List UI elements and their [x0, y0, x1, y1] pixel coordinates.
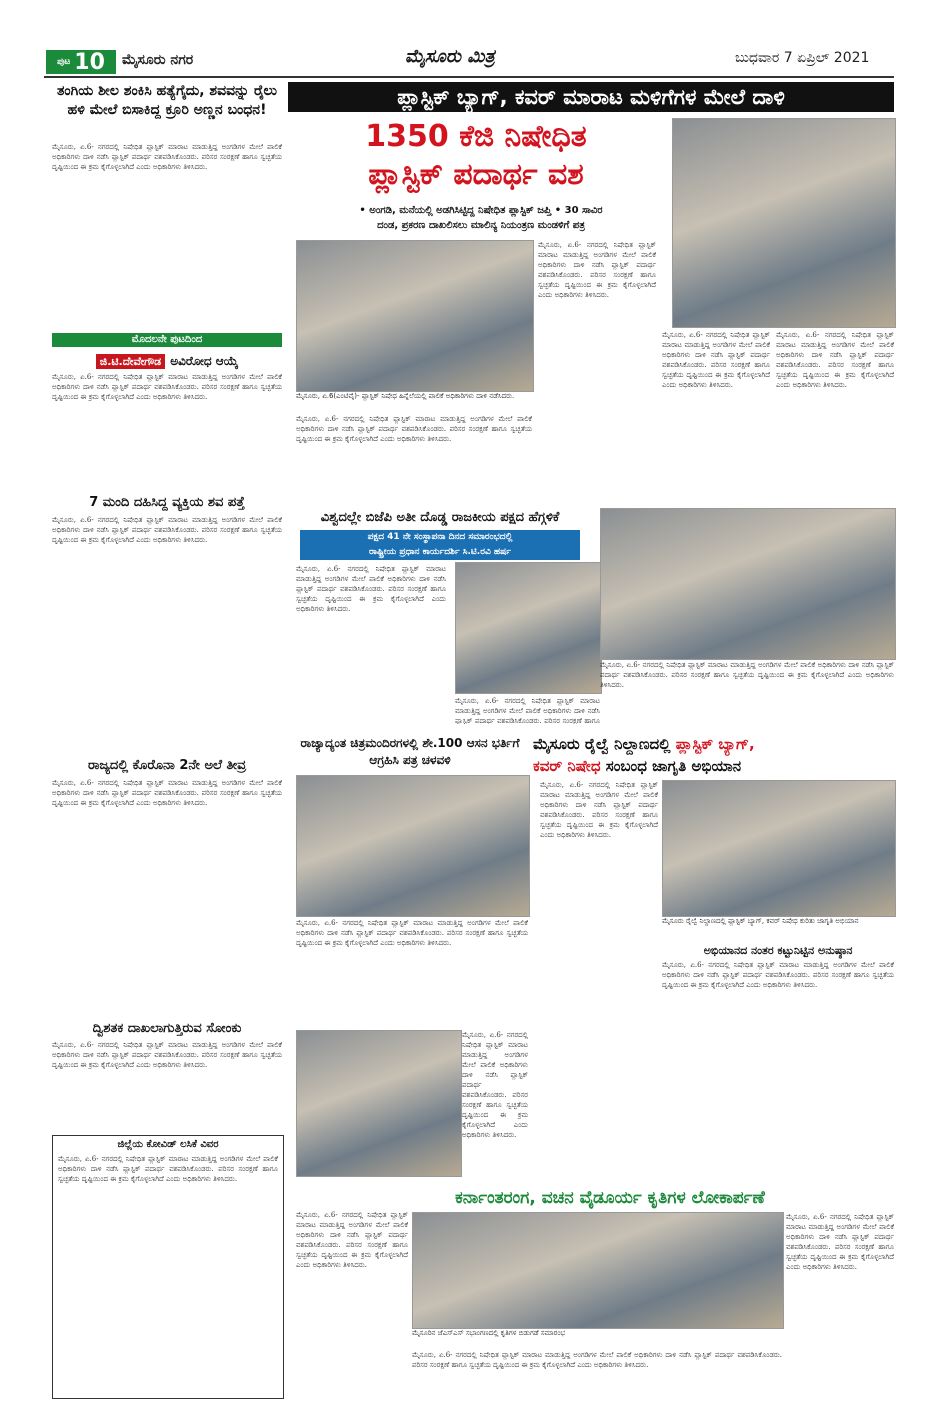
page-number-badge [46, 50, 116, 74]
story-headline-covid: ರಾಜ್ಯದಲ್ಲಿ ಕೊರೊನಾ 2ನೇ ಅಲೆ ತೀವ್ರ [87, 758, 247, 773]
book-body-col3: ಮೈಸೂರು, ಏ.6- ನಗರದಲ್ಲಿ ನಿಷೇಧಿತ ಪ್ಲಾಸ್ಟಿಕ್ ಮಾರಾಟ ಮಾಡುತ್ತಿದ್ದ ಅಂಗಡಿಗಳ ಮೇಲೆ ಪಾಲಿಕೆ ಅಧಿಕಾರಿಗಳು ದಾಳಿ ನಡೆಸಿ ಪ್ಲಾಸ್ಟಿಕ್ ಪದಾರ್ಥ ವಶಪಡಿಸಿಕೊಂಡರು. ಪರಿಸರ ಸಂರಕ್ಷಣೆ ಹಾಗೂ ಸ್ವಚ್ಛತೆಯ ದೃಷ್ಟಿಯಿಂದ ಈ ಕ್ರಮ ಕೈಗೊಳ್ಳಲಾಗಿದೆ ಎಂದು ಅಧಿಕಾರಿಗಳು ತಿಳಿಸಿದರು. [786, 1213, 894, 1271]
bjp-headline: ವಿಶ್ವದಲ್ಲೇ ಬಿಜೆಪಿ ಅತೀ ದೊಡ್ಡ ರಾಜಕೀಯ ಪಕ್ಷದ ಹೆಗ್ಗಳಿಕೆ [320, 510, 560, 525]
lead-photo-shop [296, 240, 534, 392]
story-headline-murder: ತಂಗಿಯ ಶೀಲ ಶಂಕಿಸಿ ಹತ್ಯೆಗೈದು, ಶವವನ್ನು ರೈಲು ಹಳಿ ಮೇಲೆ ಬಿಸಾಕಿದ್ದ ಕ್ರೂರಿ ಅಣ್ಣನ ಬಂಧನ! [56, 83, 278, 118]
issue-date: ಬುಧವಾರ 7 ಏಪ್ರಿಲ್ 2021 [735, 50, 870, 66]
story-headline-gtd [52, 350, 282, 369]
headline-highlight: ಪ್ಲಾಸ್ಟಿಕ್ ಬ್ಯಾಗ್, [675, 735, 755, 753]
lead-headline [296, 118, 656, 194]
book-photo-caption: ಮೈಸೂರಿನ ಜೆಎಸ್‌ಎಸ್ ಸಭಾಂಗಣದಲ್ಲಿ ಕೃತಿಗಳ ಬಿಡುಗಡೆ ಸಮಾರಂಭ [412, 1329, 782, 1345]
bjp-portrait [455, 562, 602, 694]
rail-body-col2: ಮೈಸೂರು, ಏ.6- ನಗರದಲ್ಲಿ ನಿಷೇಧಿತ ಪ್ಲಾಸ್ಟಿಕ್ ಮಾರಾಟ ಮಾಡುತ್ತಿದ್ದ ಅಂಗಡಿಗಳ ಮೇಲೆ ಪಾಲಿಕೆ ಅಧಿಕಾರಿಗಳು ದಾಳಿ ನಡೆಸಿ ಪ್ಲಾಸ್ಟಿಕ್ ಪದಾರ್ಥ ವಶಪಡಿಸಿಕೊಂಡರು. ಪರಿಸರ ಸಂರಕ್ಷಣೆ ಹಾಗೂ ಸ್ವಚ್ಛತೆಯ ದೃಷ್ಟಿಯಿಂದ ಈ ಕ್ರಮ ಕೈಗೊಳ್ಳಲಾಗಿದೆ ಎಂದು ಅಧಿಕಾರಿಗಳು ತಿಳಿಸಿದರು. [662, 961, 894, 989]
cinema-handover-photo [296, 1030, 462, 1177]
lead-deck [296, 203, 666, 233]
story-body: ಮೈಸೂರು, ಏ.6- ನಗರದಲ್ಲಿ ನಿಷೇಧಿತ ಪ್ಲಾಸ್ಟಿಕ್ ಮಾರಾಟ ಮಾಡುತ್ತಿದ್ದ ಅಂಗಡಿಗಳ ಮೇಲೆ ಪಾಲಿಕೆ ಅಧಿಕಾರಿಗಳು ದಾಳಿ ನಡೆಸಿ ಪ್ಲಾಸ್ಟಿಕ್ ಪದಾರ್ಥ ವಶಪಡಿಸಿಕೊಂಡರು. ಪರಿಸರ ಸಂರಕ್ಷಣೆ ಹಾಗೂ ಸ್ವಚ್ಛತೆಯ ದೃಷ್ಟಿಯಿಂದ ಈ ಕ್ರಮ ಕೈಗೊಳ್ಳಲಾಗಿದೆ ಎಂದು ಅಧಿಕಾರಿಗಳು ತಿಳಿಸಿದರು. [52, 373, 282, 401]
box-body: ಮೈಸೂರು, ಏ.6- ನಗರದಲ್ಲಿ ನಿಷೇಧಿತ ಪ್ಲಾಸ್ಟಿಕ್ ಮಾರಾಟ ಮಾಡುತ್ತಿದ್ದ ಅಂಗಡಿಗಳ ಮೇಲೆ ಪಾಲಿಕೆ ಅಧಿಕಾರಿಗಳು ದಾಳಿ ನಡೆಸಿ ಪ್ಲಾಸ್ಟಿಕ್ ಪದಾರ್ಥ ವಶಪಡಿಸಿಕೊಂಡರು. ಪರಿಸರ ಸಂರಕ್ಷಣೆ ಹಾಗೂ ಸ್ವಚ್ಛತೆಯ ದೃಷ್ಟಿಯಿಂದ ಈ ಕ್ರಮ ಕೈಗೊಳ್ಳಲಾಗಿದೆ ಎಂದು ಅಧಿಕಾರಿಗಳು ತಿಳಿಸಿದರು. [58, 1155, 278, 1183]
rail-body-col1: ಮೈಸೂರು, ಏ.6- ನಗರದಲ್ಲಿ ನಿಷೇಧಿತ ಪ್ಲಾಸ್ಟಿಕ್ ಮಾರಾಟ ಮಾಡುತ್ತಿದ್ದ ಅಂಗಡಿಗಳ ಮೇಲೆ ಪಾಲಿಕೆ ಅಧಿಕಾರಿಗಳು ದಾಳಿ ನಡೆಸಿ ಪ್ಲಾಸ್ಟಿಕ್ ಪದಾರ್ಥ ವಶಪಡಿಸಿಕೊಂಡರು. ಪರಿಸರ ಸಂರಕ್ಷಣೆ ಹಾಗೂ ಸ್ವಚ್ಛತೆಯ ದೃಷ್ಟಿಯಿಂದ ಈ ಕ್ರಮ ಕೈಗೊಳ್ಳಲಾಗಿದೆ ಎಂದು ಅಧಿಕಾರಿಗಳು ತಿಳಿಸಿದರು. [540, 781, 658, 839]
rail-subhead: ಅಭಿಯಾನದ ನಂತರ ಕಟ್ಟುನಿಟ್ಟಿನ ಅನುಷ್ಠಾನ [703, 944, 853, 957]
continued-kicker: ಮೊದಲನೇ ಪುಟದಿಂದ [52, 333, 282, 347]
masthead-divider [44, 76, 894, 78]
lead-headline-line2: ಪ್ಲಾಸ್ಟಿಕ್ ಪದಾರ್ಥ ವಶ [368, 157, 584, 192]
book-body-col1: ಮೈಸೂರು, ಏ.6- ನಗರದಲ್ಲಿ ನಿಷೇಧಿತ ಪ್ಲಾಸ್ಟಿಕ್ ಮಾರಾಟ ಮಾಡುತ್ತಿದ್ದ ಅಂಗಡಿಗಳ ಮೇಲೆ ಪಾಲಿಕೆ ಅಧಿಕಾರಿಗಳು ದಾಳಿ ನಡೆಸಿ ಪ್ಲಾಸ್ಟಿಕ್ ಪದಾರ್ಥ ವಶಪಡಿಸಿಕೊಂಡರು. ಪರಿಸರ ಸಂರಕ್ಷಣೆ ಹಾಗೂ ಸ್ವಚ್ಛತೆಯ ದೃಷ್ಟಿಯಿಂದ ಈ ಕ್ರಮ ಕೈಗೊಳ್ಳಲಾಗಿದೆ ಎಂದು ಅಧಿಕಾರಿಗಳು ತಿಳಿಸಿದರು. [296, 1211, 408, 1269]
vaccine-info-box [52, 1135, 284, 1399]
lead-body-col4: ಮೈಸೂರು, ಏ.6- ನಗರದಲ್ಲಿ ನಿಷೇಧಿತ ಪ್ಲಾಸ್ಟಿಕ್ ಮಾರಾಟ ಮಾಡುತ್ತಿದ್ದ ಅಂಗಡಿಗಳ ಮೇಲೆ ಪಾಲಿಕೆ ಅಧಿಕಾರಿಗಳು ದಾಳಿ ನಡೆಸಿ ಪ್ಲಾಸ್ಟಿಕ್ ಪದಾರ್ಥ ವಶಪಡಿಸಿಕೊಂಡರು. ಪರಿಸರ ಸಂರಕ್ಷಣೆ ಹಾಗೂ ಸ್ವಚ್ಛತೆಯ ದೃಷ್ಟಿಯಿಂದ ಈ ಕ್ರಮ ಕೈಗೊಳ್ಳಲಾಗಿದೆ ಎಂದು ಅಧಿಕಾರಿಗಳು ತಿಳಿಸಿದರು. [776, 331, 894, 389]
story-headline-body-found: 7 ಮಂದಿ ದಹಿಸಿದ್ದ ವ್ಯಕ್ತಿಯ ಶವ ಪತ್ತೆ [89, 495, 245, 510]
lead-photo-plastic-bags [672, 118, 896, 328]
lead-body-col1: ಮೈಸೂರು, ಏ.6- ನಗರದಲ್ಲಿ ನಿಷೇಧಿತ ಪ್ಲಾಸ್ಟಿಕ್ ಮಾರಾಟ ಮಾಡುತ್ತಿದ್ದ ಅಂಗಡಿಗಳ ಮೇಲೆ ಪಾಲಿಕೆ ಅಧಿಕಾರಿಗಳು ದಾಳಿ ನಡೆಸಿ ಪ್ಲಾಸ್ಟಿಕ್ ಪದಾರ್ಥ ವಶಪಡಿಸಿಕೊಂಡರು. ಪರಿಸರ ಸಂರಕ್ಷಣೆ ಹಾಗೂ ಸ್ವಚ್ಛತೆಯ ದೃಷ್ಟಿಯಿಂದ ಈ ಕ್ರಮ ಕೈಗೊಳ್ಳಲಾಗಿದೆ ಎಂದು ಅಧಿಕಾರಿಗಳು ತಿಳಿಸಿದರು. [296, 415, 532, 443]
rail-campaign-photo [662, 780, 896, 917]
bjp-body: ಮೈಸೂರು, ಏ.6- ನಗರದಲ್ಲಿ ನಿಷೇಧಿತ ಪ್ಲಾಸ್ಟಿಕ್ ಮಾರಾಟ ಮಾಡುತ್ತಿದ್ದ ಅಂಗಡಿಗಳ ಮೇಲೆ ಪಾಲಿಕೆ ಅಧಿಕಾರಿಗಳು ದಾಳಿ ನಡೆಸಿ ಪ್ಲಾಸ್ಟಿಕ್ ಪದಾರ್ಥ ವಶಪಡಿಸಿಕೊಂಡರು. ಪರಿಸರ ಸಂರಕ್ಷಣೆ ಹಾಗೂ ಸ್ವಚ್ಛತೆಯ ದೃಷ್ಟಿಯಿಂದ ಈ ಕ್ರಮ ಕೈಗೊಳ್ಳಲಾಗಿದೆ ಎಂದು ಅಧಿಕಾರಿಗಳು ತಿಳಿಸಿದರು. [296, 565, 446, 613]
book-release-photo [412, 1212, 784, 1329]
rail-headline [533, 733, 893, 777]
name-badge: ಜಿ.ಟಿ.ದೇವೇಗೌಡ [96, 354, 165, 369]
cinema-body: ಮೈಸೂರು, ಏ.6- ನಗರದಲ್ಲಿ ನಿಷೇಧಿತ ಪ್ಲಾಸ್ಟಿಕ್ ಮಾರಾಟ ಮಾಡುತ್ತಿದ್ದ ಅಂಗಡಿಗಳ ಮೇಲೆ ಪಾಲಿಕೆ ಅಧಿಕಾರಿಗಳು ದಾಳಿ ನಡೆಸಿ ಪ್ಲಾಸ್ಟಿಕ್ ಪದಾರ್ಥ ವಶಪಡಿಸಿಕೊಂಡರು. ಪರಿಸರ ಸಂರಕ್ಷಣೆ ಹಾಗೂ ಸ್ವಚ್ಛತೆಯ ದೃಷ್ಟಿಯಿಂದ ಈ ಕ್ರಮ ಕೈಗೊಳ್ಳಲಾಗಿದೆ ಎಂದು ಅಧಿಕಾರಿಗಳು ತಿಳಿಸಿದರು. [296, 919, 528, 947]
book-release-headline: ಕರ್ನಾಂತರಂಗ, ವಚನ ವೈಡೂರ್ಯ ಕೃತಿಗಳ ಲೋಕಾರ್ಪಣೆ [455, 1188, 765, 1208]
cinema-photo-caption: ಮೈಸೂರು, ಏ.6- ನಗರದಲ್ಲಿ ನಿಷೇಧಿತ ಪ್ಲಾಸ್ಟಿಕ್ ಮಾರಾಟ ಮಾಡುತ್ತಿದ್ದ ಅಂಗಡಿಗಳ ಮೇಲೆ ಪಾಲಿಕೆ ಅಧಿಕಾರಿಗಳು ದಾಳಿ ನಡೆಸಿ ಪ್ಲಾಸ್ಟಿಕ್ ಪದಾರ್ಥ ವಶಪಡಿಸಿಕೊಂಡರು. ಪರಿಸರ ಸಂರಕ್ಷಣೆ ಹಾಗೂ ಸ್ವಚ್ಛತೆಯ ದೃಷ್ಟಿಯಿಂದ ಈ ಕ್ರಮ ಕೈಗೊಳ್ಳಲಾಗಿದೆ ಎಂದು ಅಧಿಕಾರಿಗಳು ತಿಳಿಸಿದರು. [462, 1031, 528, 1139]
headline-text: ಅವಿರೋಧ ಆಯ್ಕೆ [170, 354, 239, 368]
rail-photo-caption: ಮೈಸೂರು ರೈಲ್ವೆ ನಿಲ್ದಾಣದಲ್ಲಿ ಪ್ಲಾಸ್ಟಿಕ್ ಬ್ಯಾಗ್, ಕವರ್ ನಿಷೇಧ ಕುರಿತು ಜಾಗೃತಿ ಅಭಿಯಾನ [662, 917, 894, 935]
headline-part: ಮೈಸೂರು ರೈಲ್ವೆ ನಿಲ್ದಾಣದಲ್ಲಿ [533, 735, 676, 753]
story-headline-infection: ದ್ವಿಶತಕ ದಾಖಲಾಗುತ್ತಿರುವ ಸೋಂಕು [92, 1021, 242, 1036]
bjp-photo-caption: ಮೈಸೂರು, ಏ.6- ನಗರದಲ್ಲಿ ನಿಷೇಧಿತ ಪ್ಲಾಸ್ಟಿಕ್ ಮಾರಾಟ ಮಾಡುತ್ತಿದ್ದ ಅಂಗಡಿಗಳ ಮೇಲೆ ಪಾಲಿಕೆ ಅಧಿಕಾರಿಗಳು ದಾಳಿ ನಡೆಸಿ ಪ್ಲಾಸ್ಟಿಕ್ ಪದಾರ್ಥ ವಶಪಡಿಸಿಕೊಂಡರು. ಪರಿಸರ ಸಂರಕ್ಷಣೆ ಹಾಗೂ ಸ್ವಚ್ಛತೆಯ ದೃಷ್ಟಿಯಿಂದ ಈ ಕ್ರಮ ಕೈಗೊಳ್ಳಲಾಗಿದೆ ಎಂದು ಅಧಿಕಾರಿಗಳು ತಿಳಿಸಿದರು. [600, 661, 894, 689]
kicker-line: ರಾಷ್ಟ್ರೀಯ ಪ್ರಧಾನ ಕಾರ್ಯದರ್ಶಿ ಸಿ.ಟಿ.ರವಿ ಹರ್ಷ [369, 547, 511, 557]
bjp-body-2: ಮೈಸೂರು, ಏ.6- ನಗರದಲ್ಲಿ ನಿಷೇಧಿತ ಪ್ಲಾಸ್ಟಿಕ್ ಮಾರಾಟ ಮಾಡುತ್ತಿದ್ದ ಅಂಗಡಿಗಳ ಮೇಲೆ ಪಾಲಿಕೆ ಅಧಿಕಾರಿಗಳು ದಾಳಿ ನಡೆಸಿ ಪ್ಲಾಸ್ಟಿಕ್ ಪದಾರ್ಥ ವಶಪಡಿಸಿಕೊಂಡರು. ಪರಿಸರ ಸಂರಕ್ಷಣೆ ಹಾಗೂ [455, 697, 600, 724]
page-number: 10 [74, 49, 105, 75]
page-label: ಪುಟ [57, 57, 71, 67]
bjp-kicker [300, 530, 580, 560]
story-body: ಮೈಸೂರು, ಏ.6- ನಗರದಲ್ಲಿ ನಿಷೇಧಿತ ಪ್ಲಾಸ್ಟಿಕ್ ಮಾರಾಟ ಮಾಡುತ್ತಿದ್ದ ಅಂಗಡಿಗಳ ಮೇಲೆ ಪಾಲಿಕೆ ಅಧಿಕಾರಿಗಳು ದಾಳಿ ನಡೆಸಿ ಪ್ಲಾಸ್ಟಿಕ್ ಪದಾರ್ಥ ವಶಪಡಿಸಿಕೊಂಡರು. ಪರಿಸರ ಸಂರಕ್ಷಣೆ ಹಾಗೂ ಸ್ವಚ್ಛತೆಯ ದೃಷ್ಟಿಯಿಂದ ಈ ಕ್ರಮ ಕೈಗೊಳ್ಳಲಾಗಿದೆ ಎಂದು ಅಧಿಕಾರಿಗಳು ತಿಳಿಸಿದರು. [52, 143, 282, 171]
lead-headline-line1: 1350 ಕೆಜಿ ನಿಷೇಧಿತ [365, 119, 587, 154]
lead-band-headline: ಪ್ಲಾಸ್ಟಿಕ್ ಬ್ಯಾಗ್, ಕವರ್ ಮಾರಾಟ ಮಳಿಗೆಗಳ ಮೇಲೆ ದಾಳಿ [288, 82, 894, 112]
deck-line: • ಅಂಗಡಿ, ಮನೆಯಲ್ಲಿ ಅಡಗಿಸಿಟ್ಟಿದ್ದ ನಿಷೇಧಿತ ಪ್ಲಾಸ್ಟಿಕ್ ಜಪ್ತಿ • 30 ಸಾವಿರ [359, 205, 603, 216]
story-body: ಮೈಸೂರು, ಏ.6- ನಗರದಲ್ಲಿ ನಿಷೇಧಿತ ಪ್ಲಾಸ್ಟಿಕ್ ಮಾರಾಟ ಮಾಡುತ್ತಿದ್ದ ಅಂಗಡಿಗಳ ಮೇಲೆ ಪಾಲಿಕೆ ಅಧಿಕಾರಿಗಳು ದಾಳಿ ನಡೆಸಿ ಪ್ಲಾಸ್ಟಿಕ್ ಪದಾರ್ಥ ವಶಪಡಿಸಿಕೊಂಡರು. ಪರಿಸರ ಸಂರಕ್ಷಣೆ ಹಾಗೂ ಸ್ವಚ್ಛತೆಯ ದೃಷ್ಟಿಯಿಂದ ಈ ಕ್ರಮ ಕೈಗೊಳ್ಳಲಾಗಿದೆ ಎಂದು ಅಧಿಕಾರಿಗಳು ತಿಳಿಸಿದರು. [52, 1041, 282, 1069]
cinema-headline: ರಾಜ್ಯಾದ್ಯಂತ ಚಿತ್ರಮಂದಿರಗಳಲ್ಲಿ ಶೇ.100 ಆಸನ ಭರ್ತಿಗೆ ಆಗ್ರಹಿಸಿ ಪತ್ರ ಚಳವಳಿ [300, 736, 520, 767]
bjp-celebration-photo [600, 508, 896, 660]
lead-photo-caption: ಮೈಸೂರು, ಏ.6(ಎಂಟಿವೈ)- ಪ್ಲಾಸ್ಟಿಕ್ ನಿಷೇಧ ಹಿನ್ನೆಲೆಯಲ್ಲಿ ಪಾಲಿಕೆ ಅಧಿಕಾರಿಗಳು ದಾಳಿ ನಡೆಸಿದರು. [296, 392, 532, 412]
lead-body-col2: ಮೈಸೂರು, ಏ.6- ನಗರದಲ್ಲಿ ನಿಷೇಧಿತ ಪ್ಲಾಸ್ಟಿಕ್ ಮಾರಾಟ ಮಾಡುತ್ತಿದ್ದ ಅಂಗಡಿಗಳ ಮೇಲೆ ಪಾಲಿಕೆ ಅಧಿಕಾರಿಗಳು ದಾಳಿ ನಡೆಸಿ ಪ್ಲಾಸ್ಟಿಕ್ ಪದಾರ್ಥ ವಶಪಡಿಸಿಕೊಂಡರು. ಪರಿಸರ ಸಂರಕ್ಷಣೆ ಹಾಗೂ ಸ್ವಚ್ಛತೆಯ ದೃಷ್ಟಿಯಿಂದ ಈ ಕ್ರಮ ಕೈಗೊಳ್ಳಲಾಗಿದೆ ಎಂದು ಅಧಿಕಾರಿಗಳು ತಿಳಿಸಿದರು. [538, 241, 656, 299]
newspaper-name: ಮೈಸೂರು ಮಿತ್ರ [405, 46, 495, 67]
deck-line: ದಂಡ, ಪ್ರಕರಣ ದಾಖಲಿಸಲು ಮಾಲಿನ್ಯ ನಿಯಂತ್ರಣ ಮಂಡಳಿಗೆ ಪತ್ರ [377, 220, 585, 231]
kicker-line: ಪಕ್ಷದ 41 ನೇ ಸಂಸ್ಥಾಪನಾ ದಿನದ ಸಮಾರಂಭದಲ್ಲಿ [367, 532, 513, 542]
story-body: ಮೈಸೂರು, ಏ.6- ನಗರದಲ್ಲಿ ನಿಷೇಧಿತ ಪ್ಲಾಸ್ಟಿಕ್ ಮಾರಾಟ ಮಾಡುತ್ತಿದ್ದ ಅಂಗಡಿಗಳ ಮೇಲೆ ಪಾಲಿಕೆ ಅಧಿಕಾರಿಗಳು ದಾಳಿ ನಡೆಸಿ ಪ್ಲಾಸ್ಟಿಕ್ ಪದಾರ್ಥ ವಶಪಡಿಸಿಕೊಂಡರು. ಪರಿಸರ ಸಂರಕ್ಷಣೆ ಹಾಗೂ ಸ್ವಚ್ಛತೆಯ ದೃಷ್ಟಿಯಿಂದ ಈ ಕ್ರಮ ಕೈಗೊಳ್ಳಲಾಗಿದೆ ಎಂದು ಅಧಿಕಾರಿಗಳು ತಿಳಿಸಿದರು. [52, 516, 282, 544]
book-body-col2: ಮೈಸೂರು, ಏ.6- ನಗರದಲ್ಲಿ ನಿಷೇಧಿತ ಪ್ಲಾಸ್ಟಿಕ್ ಮಾರಾಟ ಮಾಡುತ್ತಿದ್ದ ಅಂಗಡಿಗಳ ಮೇಲೆ ಪಾಲಿಕೆ ಅಧಿಕಾರಿಗಳು ದಾಳಿ ನಡೆಸಿ ಪ್ಲಾಸ್ಟಿಕ್ ಪದಾರ್ಥ ವಶಪಡಿಸಿಕೊಂಡರು. ಪರಿಸರ ಸಂರಕ್ಷಣೆ ಹಾಗೂ ಸ್ವಚ್ಛತೆಯ ದೃಷ್ಟಿಯಿಂದ ಈ ಕ್ರಮ ಕೈಗೊಳ್ಳಲಾಗಿದೆ ಎಂದು ಅಧಿಕಾರಿಗಳು ತಿಳಿಸಿದರು. [412, 1351, 782, 1369]
cinema-photo [296, 775, 530, 917]
headline-highlight: ಕವರ್ ನಿಷೇಧ [533, 757, 601, 775]
lead-body-col3: ಮೈಸೂರು, ಏ.6- ನಗರದಲ್ಲಿ ನಿಷೇಧಿತ ಪ್ಲಾಸ್ಟಿಕ್ ಮಾರಾಟ ಮಾಡುತ್ತಿದ್ದ ಅಂಗಡಿಗಳ ಮೇಲೆ ಪಾಲಿಕೆ ಅಧಿಕಾರಿಗಳು ದಾಳಿ ನಡೆಸಿ ಪ್ಲಾಸ್ಟಿಕ್ ಪದಾರ್ಥ ವಶಪಡಿಸಿಕೊಂಡರು. ಪರಿಸರ ಸಂರಕ್ಷಣೆ ಹಾಗೂ ಸ್ವಚ್ಛತೆಯ ದೃಷ್ಟಿಯಿಂದ ಈ ಕ್ರಮ ಕೈಗೊಳ್ಳಲಾಗಿದೆ ಎಂದು ಅಧಿಕಾರಿಗಳು ತಿಳಿಸಿದರು. [662, 331, 770, 389]
headline-part: ಸಂಬಂಧ ಜಾಗೃತಿ ಅಭಿಯಾನ [600, 757, 742, 775]
box-headline: ಜಿಲ್ಲೆಯ ಕೋವಿಡ್ ಲಸಿಕೆ ವಿವರ [117, 1139, 219, 1150]
story-body: ಮೈಸೂರು, ಏ.6- ನಗರದಲ್ಲಿ ನಿಷೇಧಿತ ಪ್ಲಾಸ್ಟಿಕ್ ಮಾರಾಟ ಮಾಡುತ್ತಿದ್ದ ಅಂಗಡಿಗಳ ಮೇಲೆ ಪಾಲಿಕೆ ಅಧಿಕಾರಿಗಳು ದಾಳಿ ನಡೆಸಿ ಪ್ಲಾಸ್ಟಿಕ್ ಪದಾರ್ಥ ವಶಪಡಿಸಿಕೊಂಡರು. ಪರಿಸರ ಸಂರಕ್ಷಣೆ ಹಾಗೂ ಸ್ವಚ್ಛತೆಯ ದೃಷ್ಟಿಯಿಂದ ಈ ಕ್ರಮ ಕೈಗೊಳ್ಳಲಾಗಿದೆ ಎಂದು ಅಧಿಕಾರಿಗಳು ತಿಳಿಸಿದರು. [52, 779, 282, 807]
section-title: ಮೈಸೂರು ನಗರ [122, 52, 194, 68]
